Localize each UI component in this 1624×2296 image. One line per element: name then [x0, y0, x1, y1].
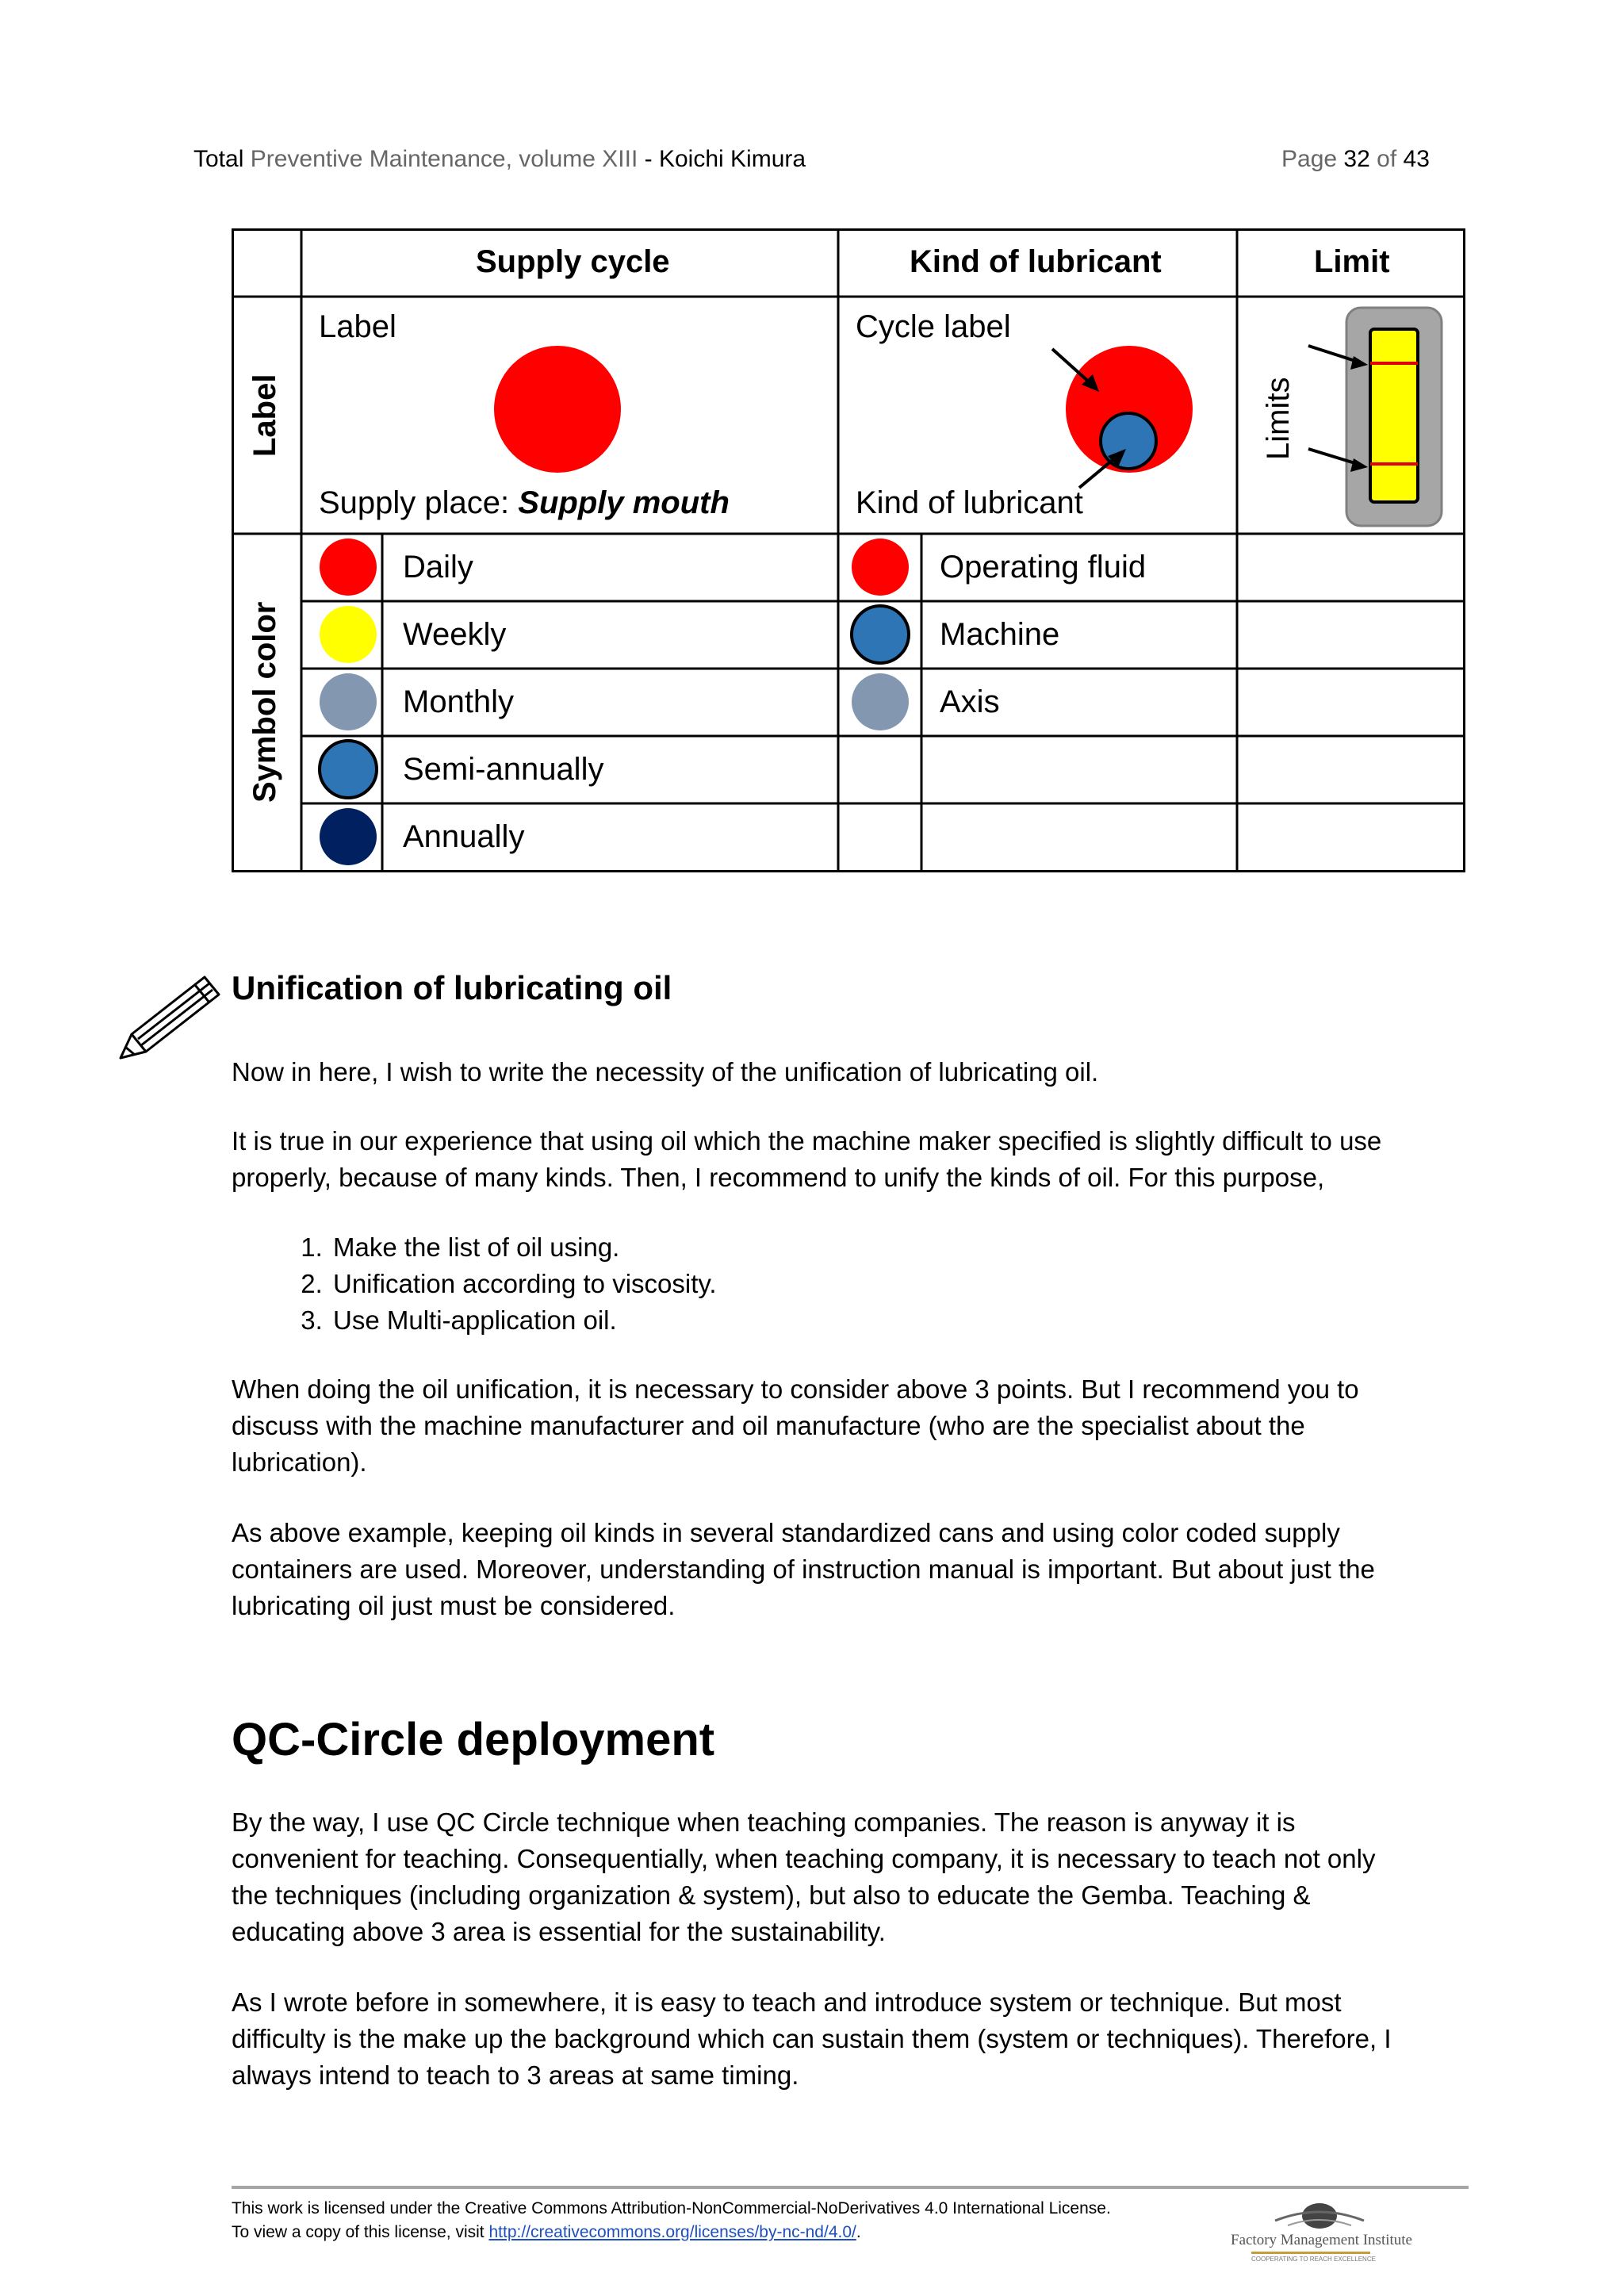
logo-emblem [1228, 2194, 1411, 2233]
text-line: It is true in our experience that using oil which the machine maker specified is slightly difficult to use [232, 1126, 1382, 1156]
supply-label-red-circle [494, 346, 621, 473]
footer-divider [232, 2186, 1469, 2189]
page-of-word: of [1377, 146, 1397, 172]
paragraph-experience [232, 1123, 1469, 1196]
header-kind-of-lubricant: Kind of lubricant [910, 244, 1162, 279]
supply-cycle-color-dot [320, 808, 377, 865]
supply-cycle-color-dot [320, 673, 377, 730]
recommendation-list [278, 1229, 717, 1339]
paragraph-example [232, 1515, 1469, 1624]
logo-tagline: COOPERATING TO REACH EXCELLENCE [1251, 2256, 1376, 2263]
text-line: lubricating oil just must be considered. [232, 1591, 676, 1620]
license-line: This work is licensed under the Creative Commons Attribution-NonCommercial-NoDerivatives 4.0 International License. [232, 2199, 1111, 2217]
list-item: 1. Make the list of oil using. [330, 1229, 717, 1266]
text-line: educating above 3 area is essential for the sustainability. [232, 1917, 886, 1946]
lubricant-item-label: Machine [940, 617, 1060, 652]
page-number [1281, 146, 1430, 173]
page-word: Page [1281, 146, 1338, 172]
lubricant-item-label: Operating fluid [940, 550, 1147, 585]
supply-place-value: Supply mouth [518, 485, 730, 520]
text-line: always intend to teach to 3 areas at same timing. [232, 2060, 799, 2090]
header-title-part3: - Koichi Kimura [644, 146, 806, 172]
lubricant-color-dot [852, 606, 909, 663]
supply-item-label: Weekly [403, 617, 507, 652]
text-line: containers are used. Moreover, understanding of instruction manual is important. But about just the [232, 1554, 1375, 1584]
paragraph-intro [232, 1054, 1469, 1091]
supply-cycle-color-dot [320, 606, 377, 663]
license-suffix: . [856, 2223, 861, 2241]
supply-place-text [319, 487, 730, 519]
page-current: 32 [1343, 146, 1370, 172]
kind-of-lubricant-text: Kind of lubricant [856, 485, 1083, 520]
header-limit: Limit [1314, 244, 1390, 279]
supply-cycle-color-dot [320, 539, 377, 596]
supply-label-text: Label [319, 309, 396, 344]
page-total: 43 [1403, 146, 1430, 172]
text-line: properly, because of many kinds. Then, I recommend to unify the kinds of oil. For this purpose, [232, 1163, 1325, 1192]
text-line: Now in here, I wish to write the necessity of the unification of lubricating oil. [232, 1057, 1099, 1087]
supply-item-label: Daily [403, 550, 473, 585]
paragraph-system [232, 1984, 1469, 2094]
license-link[interactable]: http://creativecommons.org/licenses/by-nc-nd/4.0/ [488, 2223, 856, 2241]
supply-cycle-color-dot [320, 741, 377, 798]
limit-gauge-graphic [1308, 308, 1442, 526]
header-title-part1: Total [193, 146, 244, 172]
logo-name: Factory Management Institute [1231, 2232, 1412, 2248]
text-line: the techniques (including organization & system), but also to educate the Gemba. Teaching & [232, 1880, 1311, 1910]
row-label-label: Label [247, 374, 282, 457]
row-label-symbol-color: Symbol color [247, 601, 282, 803]
text-line: discuss with the machine manufacturer and oil manufacture (who are the specialist about the [232, 1411, 1305, 1440]
pencil-icon [116, 969, 227, 1064]
text-line: By the way, I use QC Circle technique when teaching companies. The reason is anyway it is [232, 1807, 1296, 1837]
supply-item-label: Semi-annually [403, 752, 604, 787]
supply-place-prefix: Supply place: [319, 485, 519, 520]
lubricant-color-dot [852, 673, 909, 730]
list-item: 2. Unification according to viscosity. [330, 1266, 717, 1302]
text-line: difficulty is the make up the background which can sustain them (system or techniques). Therefore, I [232, 2024, 1392, 2053]
section-heading-unification: Unification of lubricating oil [232, 969, 672, 1006]
license-line-2 [232, 2221, 1111, 2244]
text-line: When doing the oil unification, it is necessary to consider above 3 points. But I recommend you to [232, 1374, 1359, 1404]
text-line: convenient for teaching. Consequentially, when teaching company, it is necessary to teach not only [232, 1844, 1376, 1873]
running-header-title [193, 146, 806, 173]
text-line: lubrication). [232, 1447, 367, 1477]
supply-item-label: Monthly [403, 684, 515, 719]
paragraph-unification-points [232, 1371, 1469, 1481]
lubrication-label-table [232, 228, 1465, 872]
section-heading-qc-circle: QC-Circle deployment [232, 1714, 715, 1765]
list-item: 3. Use Multi-application oil. [330, 1302, 717, 1339]
cycle-label-graphic [1052, 346, 1193, 488]
factory-management-institute-logo [1228, 2194, 1411, 2273]
limits-text: Limits [1261, 377, 1296, 460]
supply-item-label: Annually [403, 819, 525, 854]
lubricant-color-dot [852, 539, 909, 596]
paragraph-qc-circle [232, 1804, 1469, 1950]
license-prefix: To view a copy of this license, visit [232, 2223, 489, 2241]
header-supply-cycle: Supply cycle [476, 244, 670, 279]
text-line: As I wrote before in somewhere, it is easy to teach and introduce system or technique. But most [232, 1987, 1342, 2017]
lubricant-item-label: Axis [940, 684, 1000, 719]
cycle-label-text: Cycle label [856, 309, 1011, 344]
license-notice [232, 2197, 1111, 2244]
text-line: As above example, keeping oil kinds in several standardized cans and using color coded supply [232, 1518, 1340, 1547]
header-title-part2: Preventive Maintenance, volume XIII [250, 146, 638, 172]
